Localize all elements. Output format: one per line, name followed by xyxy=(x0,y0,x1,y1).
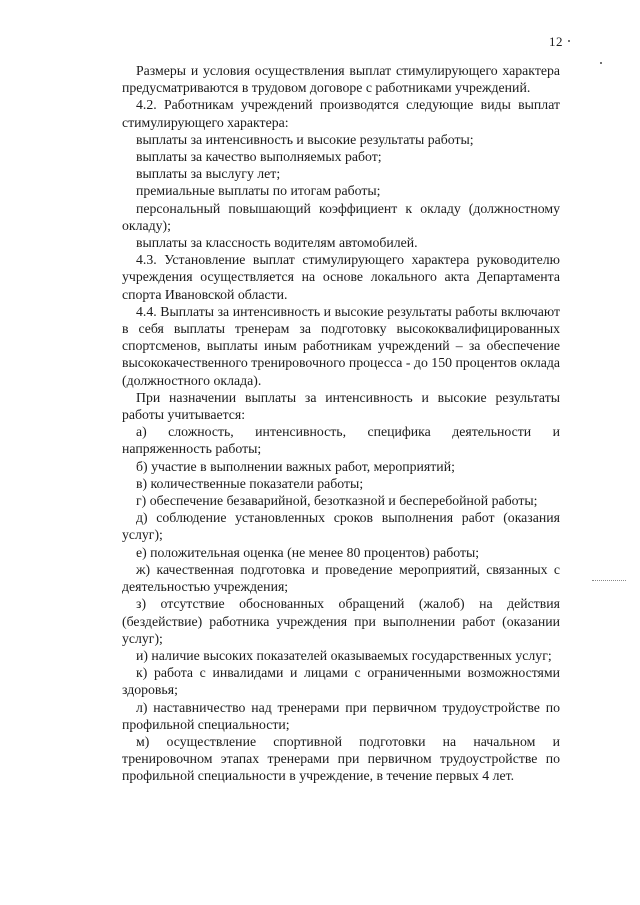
criterion-item: д) соблюдение установленных сроков выполнения работ (оказания услуг); xyxy=(122,510,560,543)
criterion-item: л) наставничество над тренерами при первичном трудоустройстве по профильной специальности; xyxy=(122,699,560,732)
scan-edge-mark xyxy=(592,580,626,581)
payment-type-item: выплаты за выслугу лет; xyxy=(136,166,281,182)
criterion-item: е) положительная оценка (не менее 80 процентов) работы; xyxy=(136,544,480,560)
paragraph-4-2: 4.2. Работникам учреждений производятся следующие виды выплат стимулирующего характера: xyxy=(122,97,560,130)
criterion-item: м) осуществление спортивной подготовки на начальном и тренировочном этапах тренерами при первичном трудоустройстве по профильной специальности в учреждение, в течение первых 4 лет. xyxy=(122,733,560,784)
payment-type-item: выплаты за классность водителям автомобилей. xyxy=(136,235,418,251)
document-body xyxy=(122,62,560,785)
criterion-item: ж) качественная подготовка и проведение мероприятий, связанных с деятельностью учреждения; xyxy=(122,561,560,595)
page-number: 12 xyxy=(549,34,563,49)
criterion-item: а) сложность, интенсивность, специфика деятельности и напряженность работы; xyxy=(122,424,560,457)
scan-speck xyxy=(568,40,570,42)
paragraph-intro: Размеры и условия осуществления выплат стимулирующего характера предусматриваются в трудовом договоре с работниками учреждений. xyxy=(122,63,560,96)
criterion-item: и) наличие высоких показателей оказываемых государственных услуг; xyxy=(136,647,552,663)
paragraph-4-3: 4.3. Установление выплат стимулирующего характера руководителю учреждения осуществляется на основе локального акта Департамента спорта Ивановской области. xyxy=(122,252,560,302)
paragraph-4-4: 4.4. Выплаты за интенсивность и высокие результаты работы включают в себя выплаты тренерам за подготовку высококвалифицированных спортсменов, выплаты иным работникам учреждений – за обеспечение высококачественного тренировочного процесса - до 150 процентов оклада (должностного оклада). xyxy=(122,303,560,388)
criterion-item: з) отсутствие обоснованных обращений (жалоб) на действия (бездействие) работника учреждения при выполнении работ (оказании услуг); xyxy=(122,596,560,646)
criterion-item: в) количественные показатели работы; xyxy=(136,475,364,491)
payment-type-item: премиальные выплаты по итогам работы; xyxy=(136,183,381,199)
criterion-item: г) обеспечение безаварийной, безотказной и бесперебойной работы; xyxy=(136,493,538,509)
payment-type-item: выплаты за качество выполняемых работ; xyxy=(136,149,382,165)
scan-speck xyxy=(600,62,602,64)
payment-type-item: персональный повышающий коэффициент к окладу (должностному окладу); xyxy=(122,200,560,233)
paragraph-criteria-intro: При назначении выплаты за интенсивность и высокие результаты работы учитывается: xyxy=(122,389,560,423)
criterion-item: к) работа с инвалидами и лицами с ограниченными возможностями здоровья; xyxy=(122,665,560,698)
payment-type-item: выплаты за интенсивность и высокие результаты работы; xyxy=(136,131,474,147)
criterion-item: б) участие в выполнении важных работ, мероприятий; xyxy=(136,458,455,474)
